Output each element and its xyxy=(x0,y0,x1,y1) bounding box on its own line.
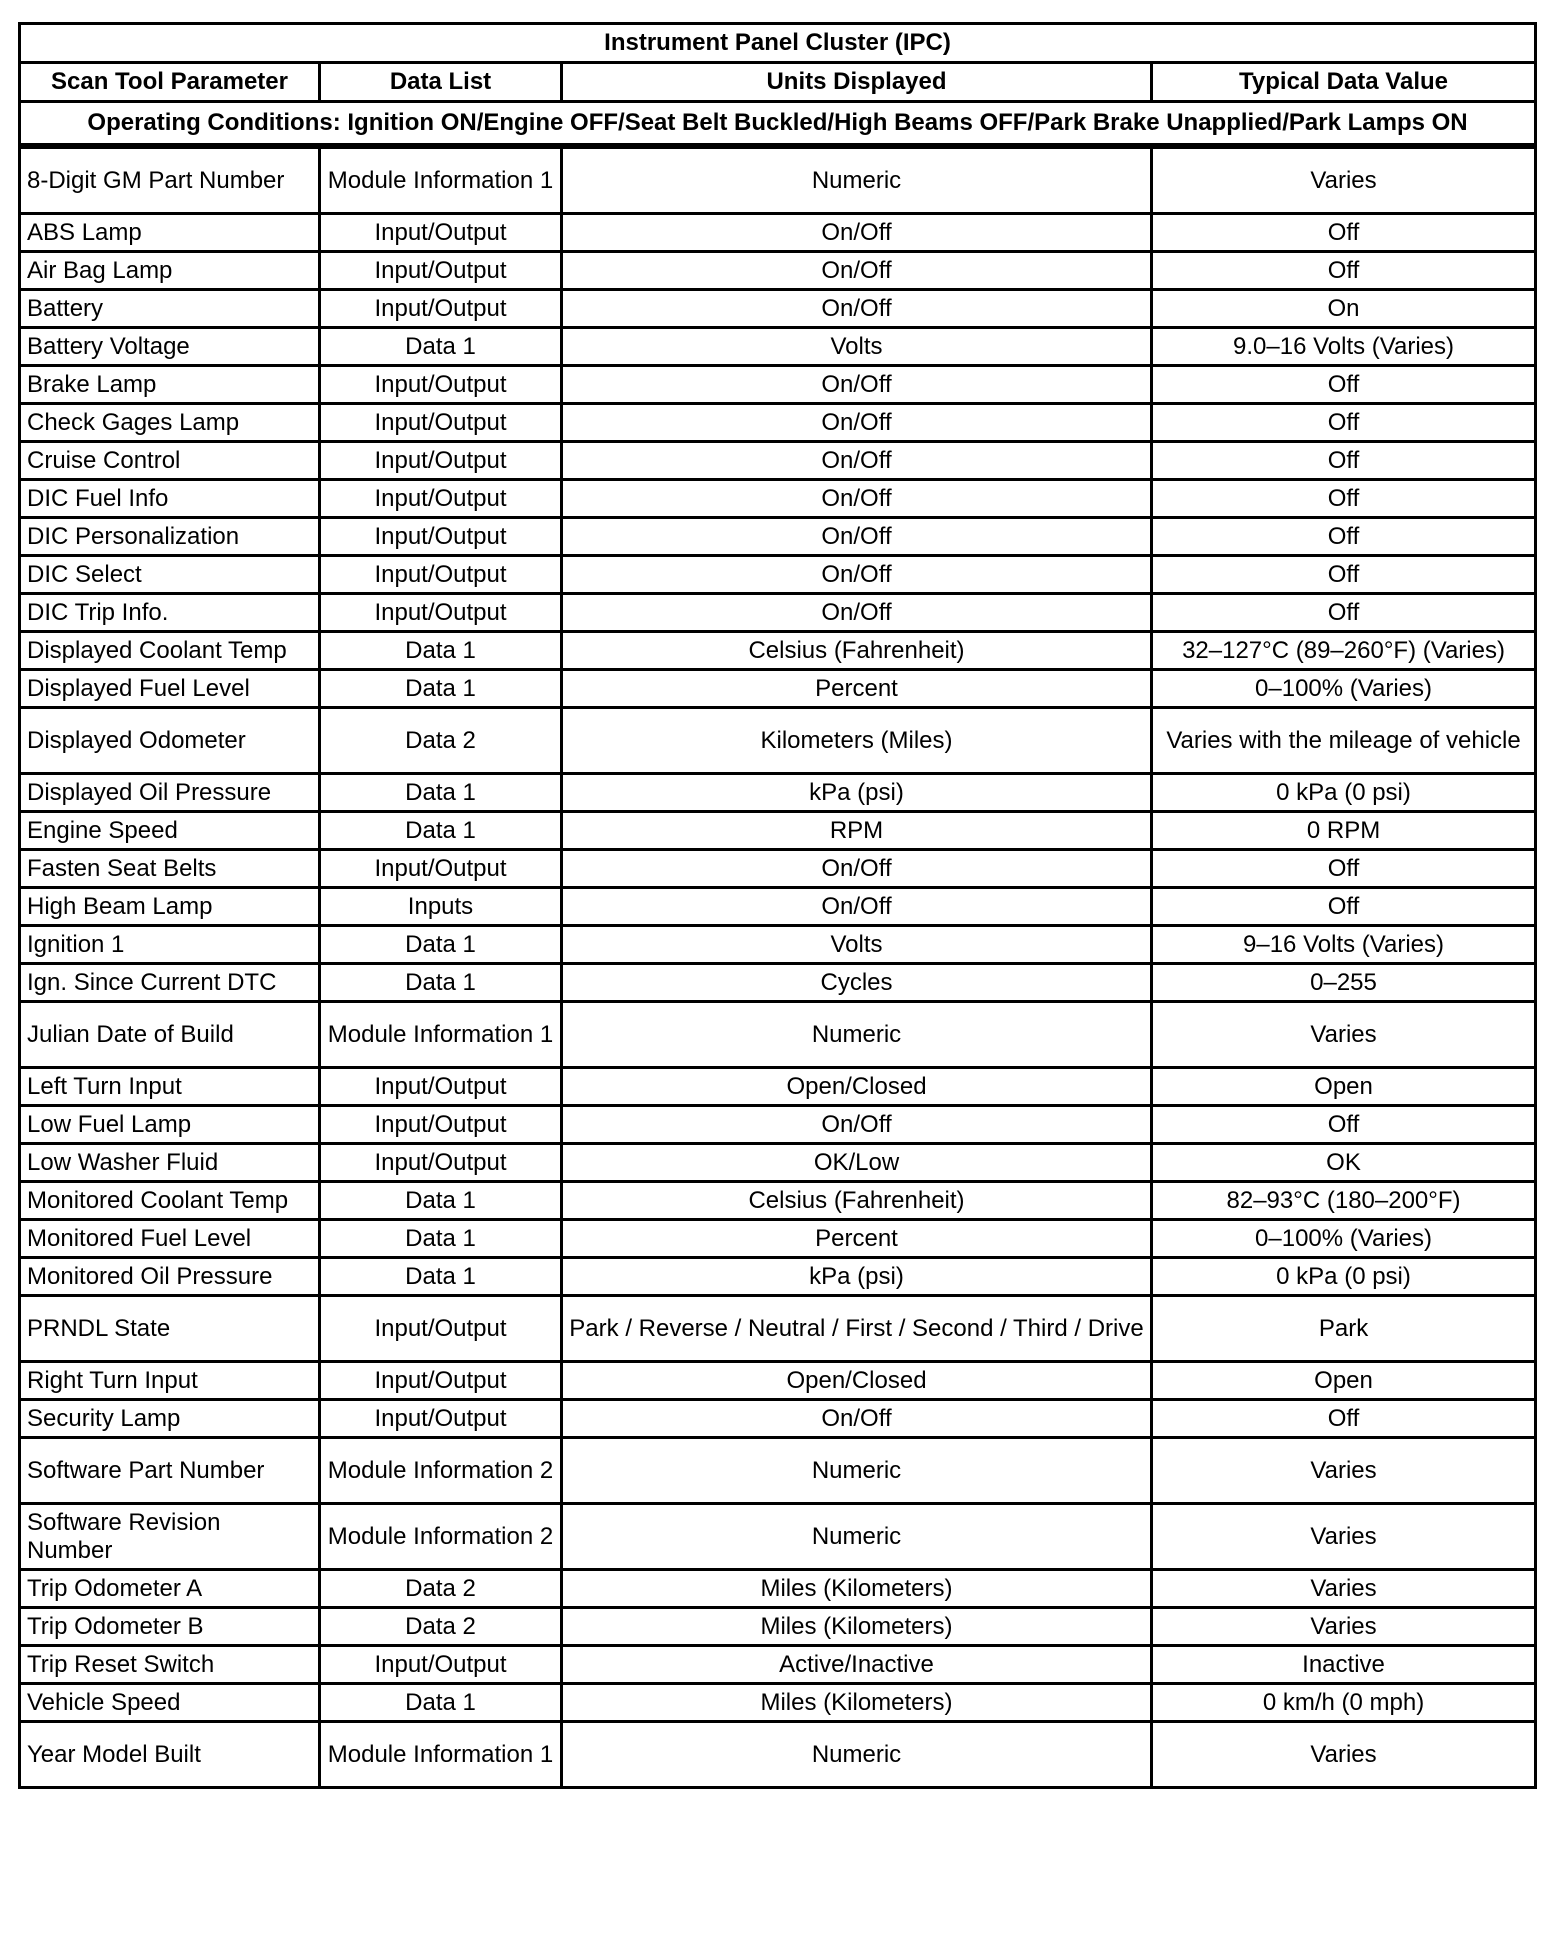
cell-parameter: DIC Select xyxy=(20,556,320,594)
cell-units-displayed: On/Off xyxy=(562,214,1152,252)
cell-data-list: Input/Output xyxy=(320,480,562,518)
cell-parameter: Vehicle Speed xyxy=(20,1684,320,1722)
cell-units-displayed: RPM xyxy=(562,812,1152,850)
cell-typical-value: Off xyxy=(1152,594,1536,632)
table-row xyxy=(20,1400,1536,1438)
cell-data-list: Input/Output xyxy=(320,214,562,252)
table-row xyxy=(20,518,1536,556)
table-row xyxy=(20,926,1536,964)
cell-parameter: Displayed Odometer xyxy=(20,708,320,774)
table-row xyxy=(20,850,1536,888)
table-row xyxy=(20,888,1536,926)
cell-units-displayed: On/Off xyxy=(562,366,1152,404)
cell-typical-value: 0 kPa (0 psi) xyxy=(1152,1258,1536,1296)
table-row xyxy=(20,1296,1536,1362)
header-data-list: Data List xyxy=(320,63,562,102)
cell-typical-value: On xyxy=(1152,290,1536,328)
header-units-displayed: Units Displayed xyxy=(562,63,1152,102)
cell-parameter: DIC Trip Info. xyxy=(20,594,320,632)
cell-typical-value: 0–100% (Varies) xyxy=(1152,1220,1536,1258)
cell-data-list: Module Information 1 xyxy=(320,1002,562,1068)
cell-data-list: Data 1 xyxy=(320,926,562,964)
table-row xyxy=(20,708,1536,774)
cell-parameter: Software Revision Number xyxy=(20,1504,320,1570)
cell-typical-value: Off xyxy=(1152,518,1536,556)
header-scan-tool-parameter: Scan Tool Parameter xyxy=(20,63,320,102)
cell-typical-value: Off xyxy=(1152,252,1536,290)
table-row xyxy=(20,1068,1536,1106)
cell-parameter: Displayed Oil Pressure xyxy=(20,774,320,812)
cell-units-displayed: kPa (psi) xyxy=(562,774,1152,812)
table-row xyxy=(20,812,1536,850)
cell-typical-value: Varies xyxy=(1152,1504,1536,1570)
cell-units-displayed: Kilometers (Miles) xyxy=(562,708,1152,774)
table-row xyxy=(20,1608,1536,1646)
cell-data-list: Input/Output xyxy=(320,1068,562,1106)
table-body xyxy=(20,146,1536,1788)
cell-units-displayed: On/Off xyxy=(562,594,1152,632)
table-row xyxy=(20,1144,1536,1182)
cell-parameter: High Beam Lamp xyxy=(20,888,320,926)
cell-units-displayed: On/Off xyxy=(562,556,1152,594)
cell-parameter: Check Gages Lamp xyxy=(20,404,320,442)
cell-data-list: Data 2 xyxy=(320,1608,562,1646)
cell-units-displayed: Numeric xyxy=(562,1722,1152,1788)
cell-data-list: Data 2 xyxy=(320,1570,562,1608)
cell-data-list: Input/Output xyxy=(320,442,562,480)
table-row xyxy=(20,632,1536,670)
cell-data-list: Data 1 xyxy=(320,774,562,812)
cell-units-displayed: On/Off xyxy=(562,1106,1152,1144)
table-row xyxy=(20,1438,1536,1504)
table-row xyxy=(20,252,1536,290)
cell-typical-value: Park xyxy=(1152,1296,1536,1362)
cell-parameter: DIC Fuel Info xyxy=(20,480,320,518)
cell-typical-value: Off xyxy=(1152,556,1536,594)
cell-parameter: ABS Lamp xyxy=(20,214,320,252)
cell-parameter: Displayed Coolant Temp xyxy=(20,632,320,670)
cell-data-list: Data 1 xyxy=(320,1258,562,1296)
cell-data-list: Data 1 xyxy=(320,632,562,670)
cell-data-list: Data 1 xyxy=(320,1220,562,1258)
cell-data-list: Input/Output xyxy=(320,850,562,888)
cell-typical-value: 9.0–16 Volts (Varies) xyxy=(1152,328,1536,366)
table-row xyxy=(20,1570,1536,1608)
cell-units-displayed: On/Off xyxy=(562,850,1152,888)
cell-typical-value: 0–100% (Varies) xyxy=(1152,670,1536,708)
table-row xyxy=(20,774,1536,812)
table-row xyxy=(20,1002,1536,1068)
cell-units-displayed: Celsius (Fahrenheit) xyxy=(562,1182,1152,1220)
table-row xyxy=(20,328,1536,366)
cell-parameter: Monitored Fuel Level xyxy=(20,1220,320,1258)
cell-parameter: Low Fuel Lamp xyxy=(20,1106,320,1144)
cell-units-displayed: On/Off xyxy=(562,518,1152,556)
cell-units-displayed: Numeric xyxy=(562,146,1152,214)
cell-units-displayed: On/Off xyxy=(562,290,1152,328)
table-title: Instrument Panel Cluster (IPC) xyxy=(20,24,1536,63)
cell-parameter: Julian Date of Build xyxy=(20,1002,320,1068)
cell-units-displayed: Volts xyxy=(562,926,1152,964)
table-row xyxy=(20,1722,1536,1788)
cell-typical-value: Off xyxy=(1152,214,1536,252)
cell-data-list: Input/Output xyxy=(320,518,562,556)
cell-units-displayed: Numeric xyxy=(562,1504,1152,1570)
cell-typical-value: Varies xyxy=(1152,1002,1536,1068)
cell-parameter: Fasten Seat Belts xyxy=(20,850,320,888)
cell-typical-value: 9–16 Volts (Varies) xyxy=(1152,926,1536,964)
cell-units-displayed: Volts xyxy=(562,328,1152,366)
cell-units-displayed: Numeric xyxy=(562,1438,1152,1504)
cell-typical-value: Off xyxy=(1152,850,1536,888)
column-header-row xyxy=(20,63,1536,102)
cell-parameter: PRNDL State xyxy=(20,1296,320,1362)
cell-parameter: DIC Personalization xyxy=(20,518,320,556)
cell-parameter: Displayed Fuel Level xyxy=(20,670,320,708)
cell-typical-value: Varies xyxy=(1152,1570,1536,1608)
table-row xyxy=(20,1362,1536,1400)
table-title-row xyxy=(20,24,1536,63)
cell-parameter: Engine Speed xyxy=(20,812,320,850)
cell-data-list: Module Information 1 xyxy=(320,146,562,214)
cell-units-displayed: Cycles xyxy=(562,964,1152,1002)
cell-data-list: Data 1 xyxy=(320,1182,562,1220)
table-row xyxy=(20,366,1536,404)
cell-units-displayed: On/Off xyxy=(562,404,1152,442)
cell-units-displayed: kPa (psi) xyxy=(562,1258,1152,1296)
cell-typical-value: Off xyxy=(1152,404,1536,442)
cell-units-displayed: On/Off xyxy=(562,480,1152,518)
table-row xyxy=(20,404,1536,442)
cell-data-list: Data 1 xyxy=(320,812,562,850)
cell-data-list: Data 1 xyxy=(320,964,562,1002)
cell-typical-value: Varies with the mileage of vehicle xyxy=(1152,708,1536,774)
cell-units-displayed: Numeric xyxy=(562,1002,1152,1068)
cell-data-list: Data 1 xyxy=(320,328,562,366)
cell-units-displayed: Open/Closed xyxy=(562,1068,1152,1106)
cell-typical-value: OK xyxy=(1152,1144,1536,1182)
ipc-data-table xyxy=(18,22,1537,1789)
cell-typical-value: Varies xyxy=(1152,1438,1536,1504)
cell-parameter: Software Part Number xyxy=(20,1438,320,1504)
cell-data-list: Input/Output xyxy=(320,252,562,290)
cell-parameter: Left Turn Input xyxy=(20,1068,320,1106)
cell-typical-value: Off xyxy=(1152,1400,1536,1438)
cell-data-list: Input/Output xyxy=(320,594,562,632)
cell-units-displayed: Percent xyxy=(562,1220,1152,1258)
cell-data-list: Input/Output xyxy=(320,556,562,594)
cell-units-displayed: Percent xyxy=(562,670,1152,708)
cell-units-displayed: On/Off xyxy=(562,1400,1152,1438)
table-row xyxy=(20,964,1536,1002)
cell-typical-value: 0–255 xyxy=(1152,964,1536,1002)
cell-parameter: Trip Odometer A xyxy=(20,1570,320,1608)
table-row xyxy=(20,214,1536,252)
cell-typical-value: 0 RPM xyxy=(1152,812,1536,850)
cell-data-list: Input/Output xyxy=(320,366,562,404)
table-row xyxy=(20,1504,1536,1570)
table-row xyxy=(20,1220,1536,1258)
cell-data-list: Data 1 xyxy=(320,1684,562,1722)
cell-parameter: Low Washer Fluid xyxy=(20,1144,320,1182)
cell-parameter: Monitored Oil Pressure xyxy=(20,1258,320,1296)
cell-typical-value: Inactive xyxy=(1152,1646,1536,1684)
cell-parameter: Cruise Control xyxy=(20,442,320,480)
cell-data-list: Input/Output xyxy=(320,1362,562,1400)
cell-typical-value: Varies xyxy=(1152,1722,1536,1788)
cell-data-list: Module Information 2 xyxy=(320,1438,562,1504)
table-row xyxy=(20,1182,1536,1220)
cell-typical-value: Off xyxy=(1152,442,1536,480)
cell-units-displayed: Celsius (Fahrenheit) xyxy=(562,632,1152,670)
cell-data-list: Input/Output xyxy=(320,1144,562,1182)
cell-parameter: Security Lamp xyxy=(20,1400,320,1438)
cell-typical-value: Varies xyxy=(1152,1608,1536,1646)
cell-typical-value: Varies xyxy=(1152,146,1536,214)
cell-parameter: Trip Reset Switch xyxy=(20,1646,320,1684)
cell-parameter: Year Model Built xyxy=(20,1722,320,1788)
cell-units-displayed: Open/Closed xyxy=(562,1362,1152,1400)
cell-units-displayed: Miles (Kilometers) xyxy=(562,1570,1152,1608)
header-typical-data-value: Typical Data Value xyxy=(1152,63,1536,102)
table-row xyxy=(20,1684,1536,1722)
table-row xyxy=(20,556,1536,594)
cell-typical-value: 0 kPa (0 psi) xyxy=(1152,774,1536,812)
cell-parameter: Ignition 1 xyxy=(20,926,320,964)
cell-parameter: Battery xyxy=(20,290,320,328)
cell-units-displayed: On/Off xyxy=(562,252,1152,290)
cell-data-list: Data 2 xyxy=(320,708,562,774)
cell-parameter: 8-Digit GM Part Number xyxy=(20,146,320,214)
cell-typical-value: Off xyxy=(1152,888,1536,926)
table-row xyxy=(20,290,1536,328)
cell-typical-value: Off xyxy=(1152,480,1536,518)
cell-units-displayed: Park / Reverse / Neutral / First / Second / Third / Drive xyxy=(562,1296,1152,1362)
table-row xyxy=(20,480,1536,518)
cell-parameter: Brake Lamp xyxy=(20,366,320,404)
cell-units-displayed: Miles (Kilometers) xyxy=(562,1608,1152,1646)
cell-typical-value: Off xyxy=(1152,1106,1536,1144)
table-row xyxy=(20,670,1536,708)
cell-typical-value: Open xyxy=(1152,1362,1536,1400)
cell-data-list: Module Information 2 xyxy=(320,1504,562,1570)
cell-parameter: Trip Odometer B xyxy=(20,1608,320,1646)
cell-typical-value: Open xyxy=(1152,1068,1536,1106)
cell-units-displayed: Active/Inactive xyxy=(562,1646,1152,1684)
operating-conditions: Operating Conditions: Ignition ON/Engine OFF/Seat Belt Buckled/High Beams OFF/Park Brake Unapplied/Park Lamps ON xyxy=(20,102,1536,147)
cell-parameter: Right Turn Input xyxy=(20,1362,320,1400)
table-row xyxy=(20,594,1536,632)
cell-data-list: Inputs xyxy=(320,888,562,926)
table-row xyxy=(20,1646,1536,1684)
cell-typical-value: Off xyxy=(1152,366,1536,404)
cell-typical-value: 32–127°C (89–260°F) (Varies) xyxy=(1152,632,1536,670)
cell-typical-value: 82–93°C (180–200°F) xyxy=(1152,1182,1536,1220)
cell-data-list: Input/Output xyxy=(320,1646,562,1684)
cell-units-displayed: OK/Low xyxy=(562,1144,1152,1182)
table-row xyxy=(20,146,1536,214)
cell-data-list: Input/Output xyxy=(320,404,562,442)
table-row xyxy=(20,442,1536,480)
operating-conditions-row xyxy=(20,102,1536,147)
table-row xyxy=(20,1258,1536,1296)
cell-data-list: Input/Output xyxy=(320,1106,562,1144)
table-row xyxy=(20,1106,1536,1144)
cell-parameter: Ign. Since Current DTC xyxy=(20,964,320,1002)
cell-data-list: Module Information 1 xyxy=(320,1722,562,1788)
cell-units-displayed: Miles (Kilometers) xyxy=(562,1684,1152,1722)
cell-parameter: Battery Voltage xyxy=(20,328,320,366)
cell-data-list: Input/Output xyxy=(320,1296,562,1362)
cell-units-displayed: On/Off xyxy=(562,442,1152,480)
cell-parameter: Monitored Coolant Temp xyxy=(20,1182,320,1220)
cell-data-list: Data 1 xyxy=(320,670,562,708)
cell-data-list: Input/Output xyxy=(320,290,562,328)
cell-units-displayed: On/Off xyxy=(562,888,1152,926)
cell-data-list: Input/Output xyxy=(320,1400,562,1438)
cell-typical-value: 0 km/h (0 mph) xyxy=(1152,1684,1536,1722)
cell-parameter: Air Bag Lamp xyxy=(20,252,320,290)
